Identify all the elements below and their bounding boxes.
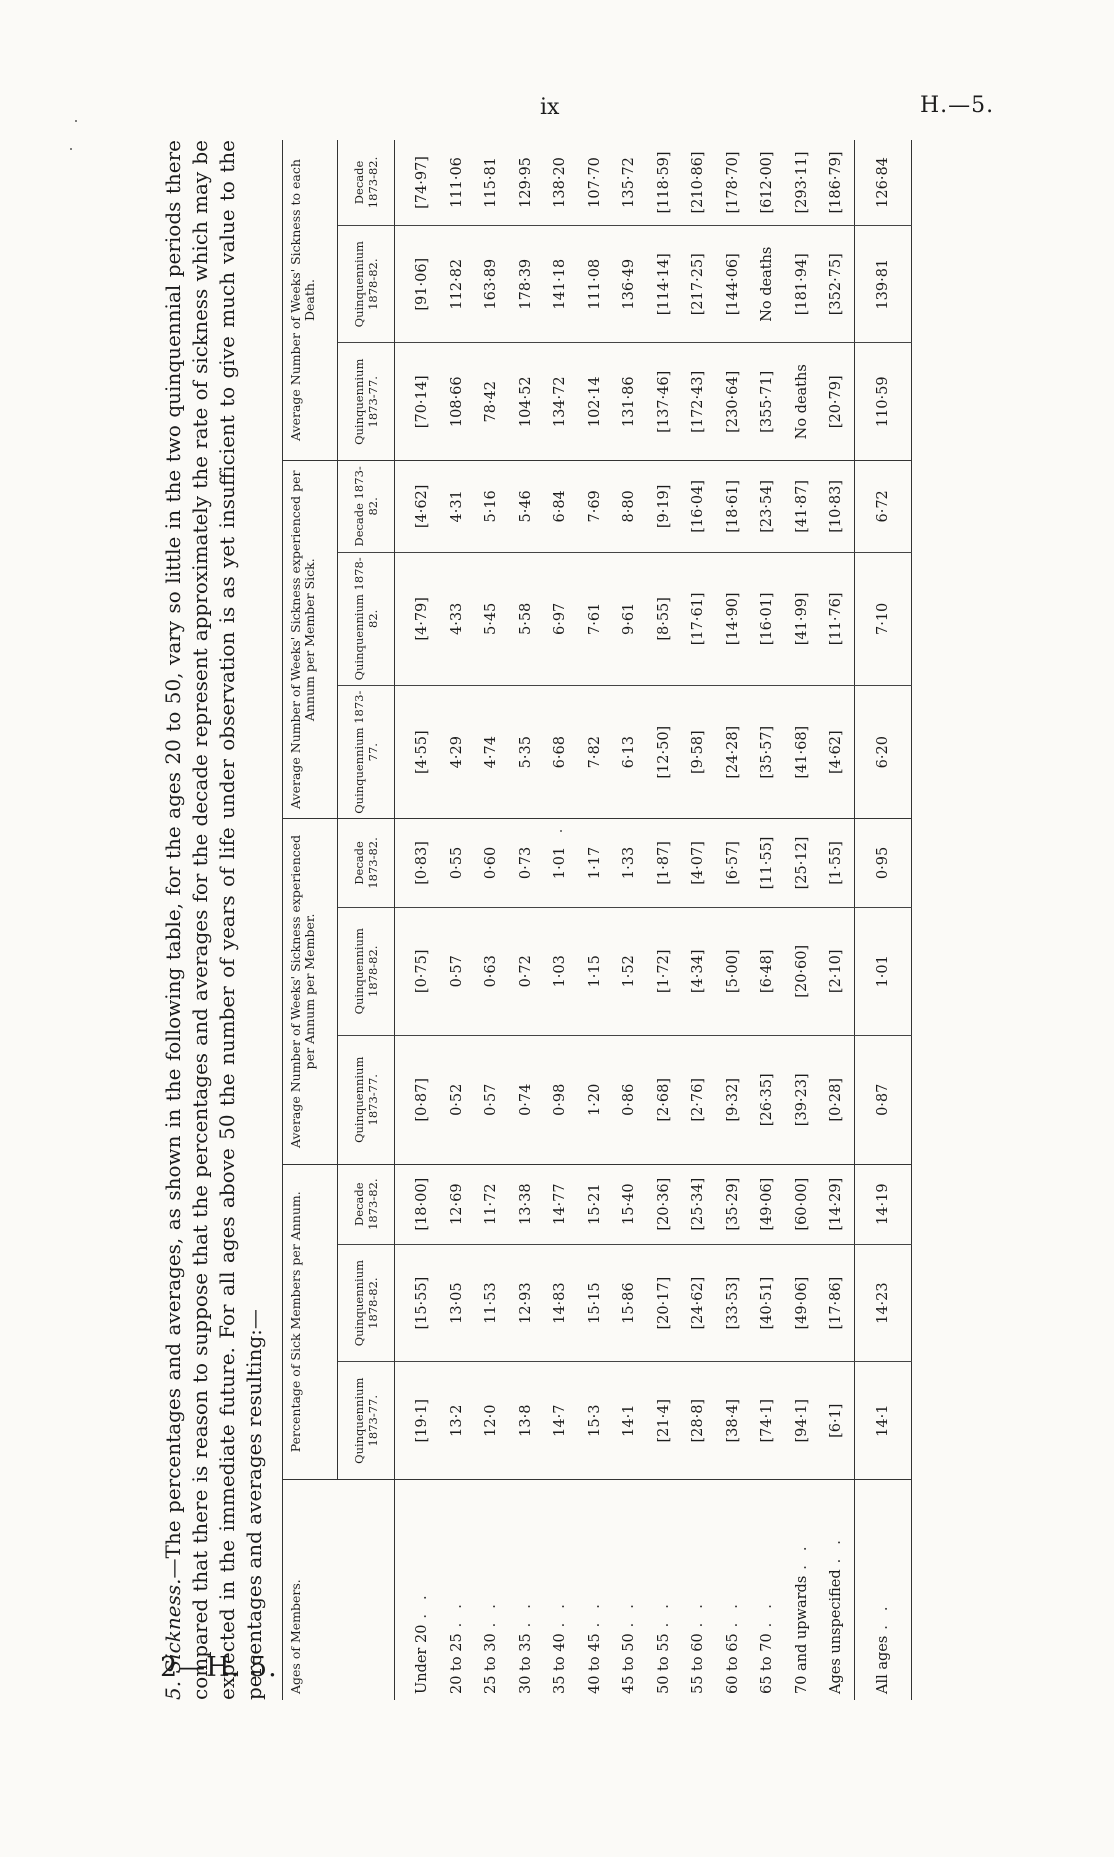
document-reference: H.—5. xyxy=(920,93,995,118)
value-cell: [19·1] xyxy=(405,1362,440,1480)
group-header-percentage: Percentage of Sick Members per Annum. xyxy=(283,1164,338,1479)
paragraph-title: 5. Sickness. xyxy=(161,1578,185,1700)
value-cell: [25·34] xyxy=(681,1164,716,1244)
age-label: 45 to 50 xyxy=(621,1633,638,1694)
value-cell: 8·80 xyxy=(612,461,647,553)
value-cell: [6·57] xyxy=(716,819,751,907)
value-cell: 7·82 xyxy=(578,686,613,819)
subheader: Quinquennium 1873-77. xyxy=(338,686,395,819)
value-cell: 1·17 xyxy=(578,819,613,907)
value-cell: [144·06] xyxy=(716,225,751,343)
age-cell xyxy=(716,1480,751,1701)
spacer-cell xyxy=(395,343,406,461)
value-cell: 0·52 xyxy=(440,1036,475,1165)
sickness-paragraph xyxy=(160,140,268,1700)
table-row xyxy=(405,140,440,1700)
age-cell xyxy=(440,1480,475,1701)
value-cell: 0·63 xyxy=(474,907,509,1036)
value-cell: 15·21 xyxy=(578,1164,613,1244)
value-cell: [4·79] xyxy=(405,552,440,685)
value-cell: 129·95 xyxy=(509,140,544,225)
age-cell xyxy=(543,1480,578,1701)
table-body xyxy=(395,140,912,1700)
age-label: 40 to 45 xyxy=(586,1633,603,1694)
value-cell: [230·64] xyxy=(716,343,751,461)
value-cell: [74·1] xyxy=(750,1362,785,1480)
value-cell: No deaths xyxy=(785,343,820,461)
value-cell: 131·86 xyxy=(612,343,647,461)
table-row xyxy=(543,140,578,1700)
leader-dots: .. xyxy=(828,1526,845,1564)
value-cell: [35·29] xyxy=(716,1164,751,1244)
subheader: Quinquennium 1878-82. xyxy=(338,552,395,685)
value-cell: 134·72 xyxy=(543,343,578,461)
spacer-cell xyxy=(395,1362,406,1480)
leader-dots: .. xyxy=(759,1590,776,1628)
value-cell: 0·73 xyxy=(509,819,544,907)
value-cell: [26·35] xyxy=(750,1036,785,1165)
value-cell: 15·3 xyxy=(578,1362,613,1480)
age-label: Under 20 xyxy=(414,1624,431,1694)
value-cell: [20·17] xyxy=(647,1244,682,1362)
value-cell: 14·77 xyxy=(543,1164,578,1244)
value-cell: 135·72 xyxy=(612,140,647,225)
value-cell: 0·74 xyxy=(509,1036,544,1165)
value-cell: 163·89 xyxy=(474,225,509,343)
value-cell: [70·14] xyxy=(405,343,440,461)
group-header-weeks-per-member: Average Number of Weeks' Sickness experienced per Annum per Member. xyxy=(283,819,338,1164)
value-cell: [11·55] xyxy=(750,819,785,907)
spacer-cell xyxy=(395,819,406,907)
table-row xyxy=(750,140,785,1700)
age-label: 65 to 70 xyxy=(759,1633,776,1694)
value-cell: 12·0 xyxy=(474,1362,509,1480)
value-cell: [0·28] xyxy=(819,1036,854,1165)
value-cell: 0·72 xyxy=(509,907,544,1036)
value-cell: [20·36] xyxy=(647,1164,682,1244)
value-cell: 13·38 xyxy=(509,1164,544,1244)
value-cell: [28·8] xyxy=(681,1362,716,1480)
table-row xyxy=(474,140,509,1700)
value-cell: 5·46 xyxy=(509,461,544,553)
value-cell: 14·23 xyxy=(854,1244,911,1362)
value-cell: 107·70 xyxy=(578,140,613,225)
total-row xyxy=(854,140,911,1700)
subheader: Decade 1873-82. xyxy=(338,1164,395,1244)
value-cell: 1·03 xyxy=(543,907,578,1036)
value-cell: 15·40 xyxy=(612,1164,647,1244)
value-cell: [20·79] xyxy=(819,343,854,461)
value-cell: [1·87] xyxy=(647,819,682,907)
age-cell xyxy=(647,1480,682,1701)
value-cell: [352·75] xyxy=(819,225,854,343)
age-label: Ages unspecified xyxy=(828,1569,845,1694)
table-row xyxy=(647,140,682,1700)
value-cell: [41·87] xyxy=(785,461,820,553)
value-cell: [23·54] xyxy=(750,461,785,553)
value-cell: [35·57] xyxy=(750,686,785,819)
value-cell: 11·53 xyxy=(474,1244,509,1362)
value-cell: [21·4] xyxy=(647,1362,682,1480)
value-cell: 6·72 xyxy=(854,461,911,553)
value-cell: 0·57 xyxy=(474,1036,509,1165)
value-cell: 102·14 xyxy=(578,343,613,461)
value-cell: [0·87] xyxy=(405,1036,440,1165)
value-cell: [4·62] xyxy=(405,461,440,553)
value-cell: 108·66 xyxy=(440,343,475,461)
age-header: Ages of Members. xyxy=(283,1480,395,1701)
value-cell: 111·08 xyxy=(578,225,613,343)
speck xyxy=(70,148,72,150)
spacer-cell xyxy=(395,225,406,343)
value-cell: 6·68 xyxy=(543,686,578,819)
spacer-cell xyxy=(395,1036,406,1165)
value-cell: [17·61] xyxy=(681,552,716,685)
leader-dots: .. xyxy=(414,1581,431,1619)
value-cell: 1·01 xyxy=(854,907,911,1036)
subheader: Quinquennium 1878-82. xyxy=(338,225,395,343)
table-row xyxy=(440,140,475,1700)
value-cell: [4·34] xyxy=(681,907,716,1036)
value-cell: 141·18 xyxy=(543,225,578,343)
spacer-cell xyxy=(395,1164,406,1244)
value-cell: 1·15 xyxy=(578,907,613,1036)
value-cell: 136·49 xyxy=(612,225,647,343)
value-cell: [114·14] xyxy=(647,225,682,343)
value-cell: [137·46] xyxy=(647,343,682,461)
value-cell: 4·31 xyxy=(440,461,475,553)
value-cell: 0·95 xyxy=(854,819,911,907)
value-cell: [8·55] xyxy=(647,552,682,685)
age-label: 20 to 25 xyxy=(448,1633,465,1694)
subheader: Quinquennium 1878-82. xyxy=(338,1244,395,1362)
value-cell: [24·28] xyxy=(716,686,751,819)
rotated-content xyxy=(160,140,920,1700)
value-cell: [217·25] xyxy=(681,225,716,343)
value-cell: No deaths xyxy=(750,225,785,343)
age-cell xyxy=(854,1480,911,1701)
value-cell: [172·43] xyxy=(681,343,716,461)
value-cell: [1·55] xyxy=(819,819,854,907)
value-cell: [293·11] xyxy=(785,140,820,225)
value-cell: 11·72 xyxy=(474,1164,509,1244)
value-cell: [41·99] xyxy=(785,552,820,685)
age-label: 50 to 55 xyxy=(655,1633,672,1694)
value-cell: 110·59 xyxy=(854,343,911,461)
value-cell: 0·87 xyxy=(854,1036,911,1165)
age-cell xyxy=(750,1480,785,1701)
table-row xyxy=(681,140,716,1700)
value-cell: [355·71] xyxy=(750,343,785,461)
leader-dots: .. xyxy=(690,1590,707,1628)
value-cell: [25·12] xyxy=(785,819,820,907)
value-cell: [210·86] xyxy=(681,140,716,225)
value-cell: 7·61 xyxy=(578,552,613,685)
leader-dots: .. xyxy=(621,1590,638,1628)
subheader: Decade 1873-82. xyxy=(338,140,395,225)
value-cell: [74·97] xyxy=(405,140,440,225)
value-cell: [17·86] xyxy=(819,1244,854,1362)
leader-dots: .. xyxy=(586,1590,603,1628)
value-cell: [38·4] xyxy=(716,1362,751,1480)
value-cell: [33·53] xyxy=(716,1244,751,1362)
age-cell xyxy=(509,1480,544,1701)
age-label: 60 to 65 xyxy=(724,1633,741,1694)
group-header-weeks-per-death: Average Number of Weeks' Sickness to each Death. xyxy=(283,140,338,461)
spacer-cell xyxy=(395,1244,406,1362)
value-cell: [4·62] xyxy=(819,686,854,819)
value-cell: 12·69 xyxy=(440,1164,475,1244)
table-row xyxy=(716,140,751,1700)
value-cell: 138·20 xyxy=(543,140,578,225)
spacer-row xyxy=(395,140,406,1700)
age-cell xyxy=(405,1480,440,1701)
value-cell: 14·19 xyxy=(854,1164,911,1244)
value-cell: [118·59] xyxy=(647,140,682,225)
table-row xyxy=(509,140,544,1700)
value-cell: 6·84 xyxy=(543,461,578,553)
subheader: Quinquennium 1873-77. xyxy=(338,1362,395,1480)
value-cell: [5·00] xyxy=(716,907,751,1036)
value-cell: [186·79] xyxy=(819,140,854,225)
value-cell: [40·51] xyxy=(750,1244,785,1362)
value-cell: 1·52 xyxy=(612,907,647,1036)
value-cell: [14·90] xyxy=(716,552,751,685)
value-cell: 7·69 xyxy=(578,461,613,553)
age-cell xyxy=(681,1480,716,1701)
value-cell: 0·98 xyxy=(543,1036,578,1165)
value-cell: 111·06 xyxy=(440,140,475,225)
value-cell: 115·81 xyxy=(474,140,509,225)
table-row xyxy=(785,140,820,1700)
value-cell: 1·01 xyxy=(543,819,578,907)
value-cell: [6·1] xyxy=(819,1362,854,1480)
leader-dots: .. xyxy=(552,1590,569,1628)
value-cell: 13·2 xyxy=(440,1362,475,1480)
leader-dots: .. xyxy=(448,1590,465,1628)
value-cell: [1·72] xyxy=(647,907,682,1036)
table-row xyxy=(612,140,647,1700)
value-cell: 12·93 xyxy=(509,1244,544,1362)
value-cell: 6·97 xyxy=(543,552,578,685)
value-cell: 1·20 xyxy=(578,1036,613,1165)
value-cell: 6·20 xyxy=(854,686,911,819)
value-cell: 15·15 xyxy=(578,1244,613,1362)
value-cell: [0·83] xyxy=(405,819,440,907)
value-cell: [2·10] xyxy=(819,907,854,1036)
value-cell: [6·48] xyxy=(750,907,785,1036)
value-cell: 78·42 xyxy=(474,343,509,461)
spacer-cell xyxy=(395,1480,406,1701)
subheader: Quinquennium 1878-82. xyxy=(338,907,395,1036)
speck xyxy=(75,120,77,122)
value-cell: 0·57 xyxy=(440,907,475,1036)
value-cell: [181·94] xyxy=(785,225,820,343)
value-cell: 5·58 xyxy=(509,552,544,685)
value-cell: 126·84 xyxy=(854,140,911,225)
value-cell: 139·81 xyxy=(854,225,911,343)
value-cell: 104·52 xyxy=(509,343,544,461)
value-cell: 7·10 xyxy=(854,552,911,685)
age-label: 70 and upwards xyxy=(793,1575,810,1694)
value-cell: [14·29] xyxy=(819,1164,854,1244)
spacer-cell xyxy=(395,552,406,685)
value-cell: 5·35 xyxy=(509,686,544,819)
value-cell: 9·61 xyxy=(612,552,647,685)
value-cell: 0·86 xyxy=(612,1036,647,1165)
age-label: 25 to 30 xyxy=(483,1633,500,1694)
age-cell xyxy=(474,1480,509,1701)
value-cell: [16·01] xyxy=(750,552,785,685)
age-cell xyxy=(612,1480,647,1701)
age-label: All ages xyxy=(874,1635,891,1694)
value-cell: [18·00] xyxy=(405,1164,440,1244)
value-cell: 5·16 xyxy=(474,461,509,553)
value-cell: 14·83 xyxy=(543,1244,578,1362)
value-cell: 13·05 xyxy=(440,1244,475,1362)
paragraph-text: —The percentages and averages, as shown in the following table, for the ages 20 to 50, vary so little in the two quinquennial periods there compared that there is reason to suppose that the percentages and averages for the decade represent approximately the rate of sickness which may be expected in the immediate future. For all ages above 50 the number of years of life under observation is as yet insufficient to give much value to the percentages and averages resulting:— xyxy=(161,140,266,1700)
subheader: Decade 1873-82. xyxy=(338,461,395,553)
age-cell xyxy=(785,1480,820,1701)
subheader: Quinquennium 1873-77. xyxy=(338,1036,395,1165)
signature-mark: 2—H. 5. xyxy=(160,1652,278,1683)
value-cell: 4·29 xyxy=(440,686,475,819)
spacer-cell xyxy=(395,140,406,225)
group-header-weeks-per-sick: Average Number of Weeks' Sickness experienced per Annum per Member Sick. xyxy=(283,461,338,819)
age-cell xyxy=(819,1480,854,1701)
value-cell: 0·55 xyxy=(440,819,475,907)
age-label: 35 to 40 xyxy=(552,1633,569,1694)
value-cell: [4·07] xyxy=(681,819,716,907)
value-cell: 4·33 xyxy=(440,552,475,685)
value-cell: 14·1 xyxy=(854,1362,911,1480)
sickness-table xyxy=(282,140,912,1700)
value-cell: [0·75] xyxy=(405,907,440,1036)
value-cell: [18·61] xyxy=(716,461,751,553)
value-cell: 6·13 xyxy=(612,686,647,819)
value-cell: [39·23] xyxy=(785,1036,820,1165)
value-cell: [2·76] xyxy=(681,1036,716,1165)
value-cell: [4·55] xyxy=(405,686,440,819)
table-row xyxy=(819,140,854,1700)
leader-dots: .. xyxy=(655,1590,672,1628)
value-cell: [612·00] xyxy=(750,140,785,225)
leader-dots: .. xyxy=(724,1590,741,1628)
spacer-cell xyxy=(395,461,406,553)
value-cell: 5·45 xyxy=(474,552,509,685)
value-cell: [49·06] xyxy=(785,1244,820,1362)
table-row xyxy=(578,140,613,1700)
value-cell: [20·60] xyxy=(785,907,820,1036)
spacer-cell xyxy=(395,907,406,1036)
value-cell: [49·06] xyxy=(750,1164,785,1244)
value-cell: [60·00] xyxy=(785,1164,820,1244)
value-cell: 14·7 xyxy=(543,1362,578,1480)
value-cell: 15·86 xyxy=(612,1244,647,1362)
value-cell: 14·1 xyxy=(612,1362,647,1480)
value-cell: 13·8 xyxy=(509,1362,544,1480)
value-cell: 4·74 xyxy=(474,686,509,819)
value-cell: 1·33 xyxy=(612,819,647,907)
value-cell: 178·39 xyxy=(509,225,544,343)
age-label: 30 to 35 xyxy=(517,1633,534,1694)
value-cell: [10·83] xyxy=(819,461,854,553)
value-cell: [9·58] xyxy=(681,686,716,819)
leader-dots: .. xyxy=(793,1532,810,1570)
value-cell: 112·82 xyxy=(440,225,475,343)
value-cell: [9·32] xyxy=(716,1036,751,1165)
value-cell: [24·62] xyxy=(681,1244,716,1362)
subheader: Quinquennium 1873-77. xyxy=(338,343,395,461)
value-cell: [9·19] xyxy=(647,461,682,553)
value-cell: [91·06] xyxy=(405,225,440,343)
value-cell: [94·1] xyxy=(785,1362,820,1480)
value-cell: [15·55] xyxy=(405,1244,440,1362)
leader-dots: .. xyxy=(874,1592,891,1630)
subheader: Decade 1873-82. xyxy=(338,819,395,907)
value-cell: [11·76] xyxy=(819,552,854,685)
age-label: 55 to 60 xyxy=(690,1633,707,1694)
age-cell xyxy=(578,1480,613,1701)
value-cell: [12·50] xyxy=(647,686,682,819)
value-cell: [16·04] xyxy=(681,461,716,553)
spacer-cell xyxy=(395,686,406,819)
leader-dots: .. xyxy=(483,1590,500,1628)
value-cell: 0·60 xyxy=(474,819,509,907)
value-cell: [178·70] xyxy=(716,140,751,225)
page-number: ix xyxy=(540,95,560,120)
leader-dots: .. xyxy=(517,1590,534,1628)
value-cell: [41·68] xyxy=(785,686,820,819)
value-cell: [2·68] xyxy=(647,1036,682,1165)
